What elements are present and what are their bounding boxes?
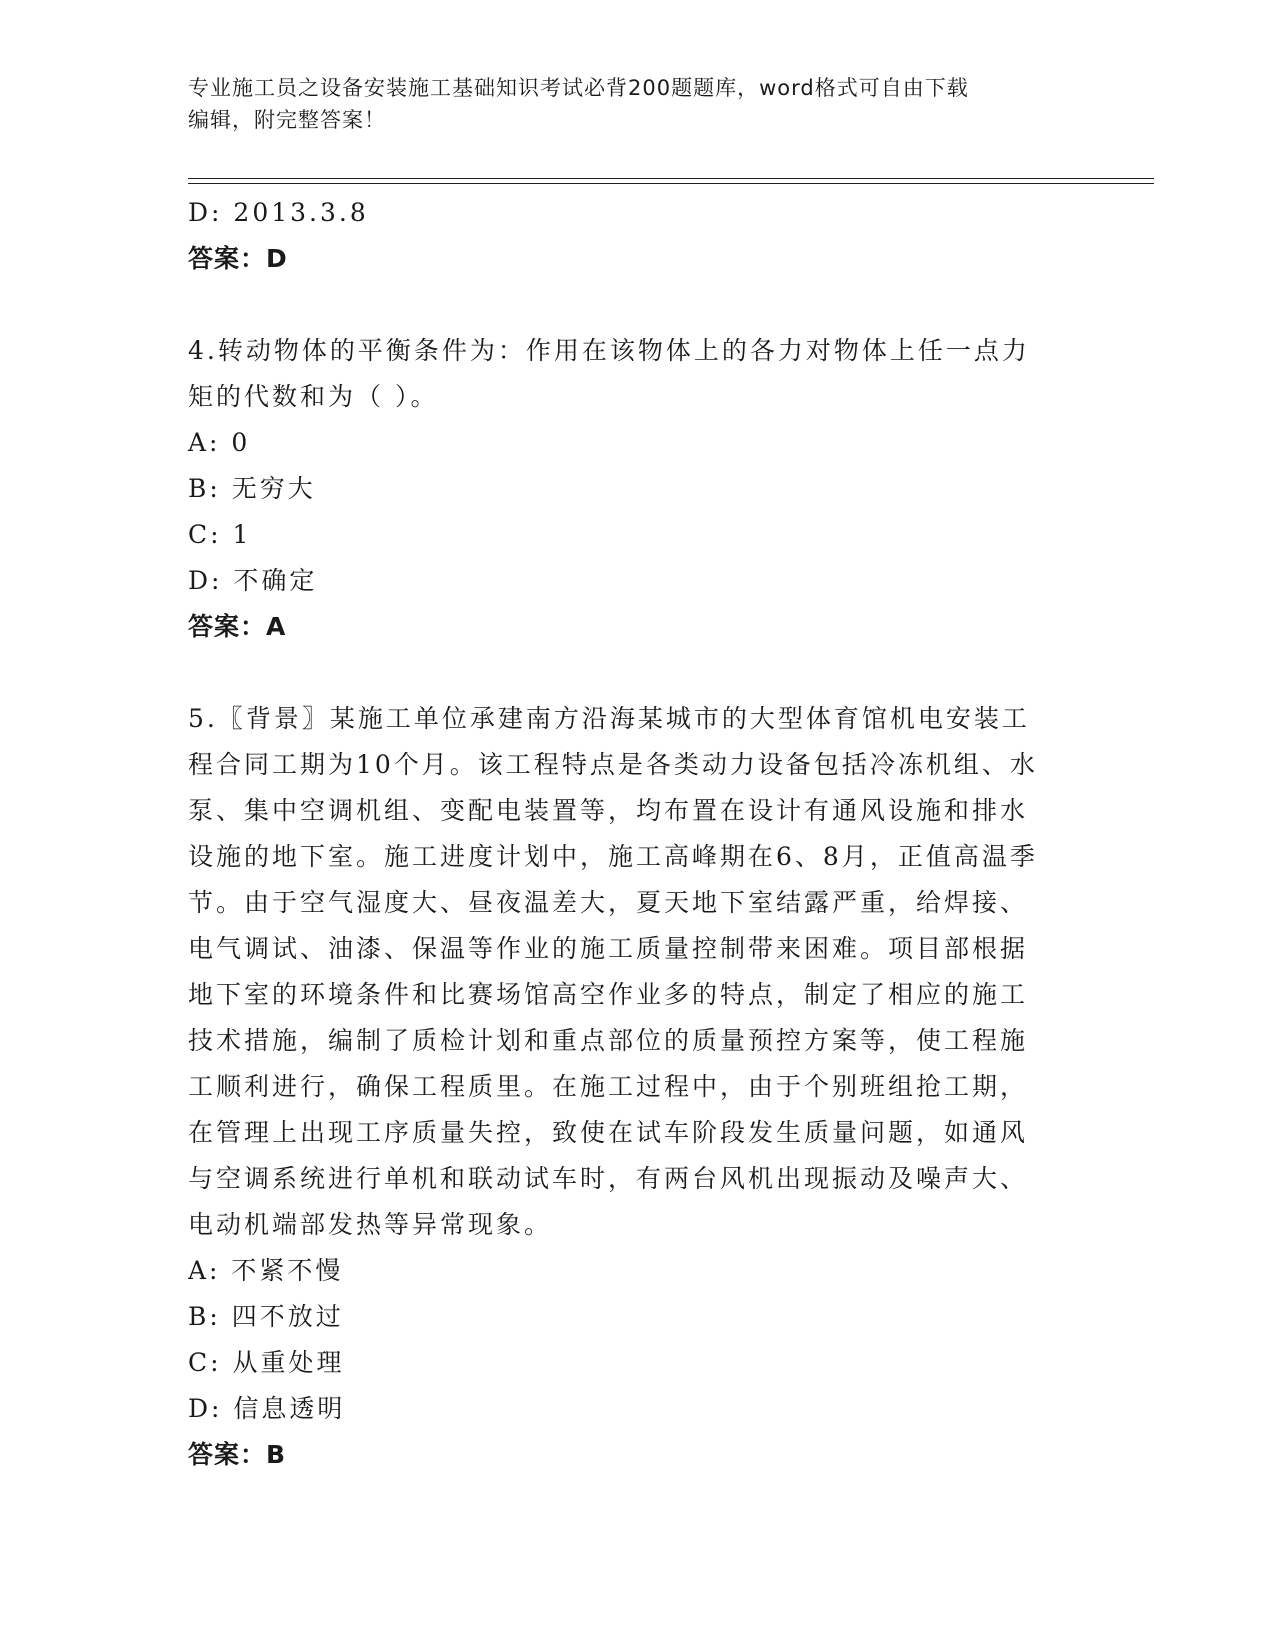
q5-stem-line: 泵、集中空调机组、变配电装置等，均布置在设计有通风设施和排水 xyxy=(188,796,1029,825)
q5-stem-line: 电气调试、油漆、保温等作业的施工质量控制带来困难。项目部根据 xyxy=(188,934,1029,963)
question-4 xyxy=(188,328,1088,650)
question-5 xyxy=(188,696,1088,1478)
q5-stem-line: 工顺利进行，确保工程质里。在施工过程中，由于个别班组抢工期， xyxy=(188,1072,1029,1101)
q5-stem-line: 设施的地下室。施工进度计划中，施工高峰期在6、8月，正值高温季 xyxy=(188,842,1038,871)
q3-answer: 答案：D xyxy=(188,244,288,273)
spacer xyxy=(188,282,1088,328)
q5-answer: 答案：B xyxy=(188,1440,287,1469)
header-title-line-2: 编辑，附完整答案！ xyxy=(188,108,386,132)
document-header xyxy=(188,72,1088,136)
q5-stem-line: 地下室的环境条件和比赛场馆高空作业多的特点，制定了相应的施工 xyxy=(188,980,1029,1009)
q5-stem-line: 5.〖背景〗某施工单位承建南方沿海某城市的大型体育馆机电安装工 xyxy=(188,704,1030,733)
q4-answer: 答案：A xyxy=(188,612,287,641)
q5-option-a: A: 不紧不慢 xyxy=(188,1256,344,1285)
question-3 xyxy=(188,190,1088,282)
q4-option-a: A: 0 xyxy=(188,428,251,457)
q5-stem-line: 程合同工期为10个月。该工程特点是各类动力设备包括冷冻机组、水 xyxy=(188,750,1038,779)
q4-stem-line-2: 矩的代数和为（ ）。 xyxy=(188,382,439,411)
q4-option-c: C: 1 xyxy=(188,520,252,549)
header-title-line-1: 专业施工员之设备安装施工基础知识考试必背200题题库，word格式可自由下载 xyxy=(188,76,969,100)
q5-stem-line: 在管理上出现工序质量失控，致使在试车阶段发生质量问题，如通风 xyxy=(188,1118,1029,1147)
spacer xyxy=(188,650,1088,696)
q5-stem-line: 技术措施，编制了质检计划和重点部位的质量预控方案等，使工程施 xyxy=(188,1026,1029,1055)
q5-stem-line: 与空调系统进行单机和联动试车时，有两台风机出现振动及噪声大、 xyxy=(188,1164,1029,1193)
q5-stem-line: 电动机端部发热等异常现象。 xyxy=(188,1210,553,1239)
q5-option-d: D: 信息透明 xyxy=(188,1394,346,1423)
q4-option-b: B: 无穷大 xyxy=(188,474,316,503)
q5-stem-line: 节。由于空气湿度大、昼夜温差大，夏天地下室结露严重，给焊接、 xyxy=(188,888,1029,917)
header-divider-bottom xyxy=(188,183,1154,184)
q5-option-c: C: 从重处理 xyxy=(188,1348,345,1377)
document-body xyxy=(188,190,1088,1478)
header-divider-top xyxy=(188,178,1154,179)
q5-option-b: B: 四不放过 xyxy=(188,1302,344,1331)
q3-option-d: D: 2013.3.8 xyxy=(188,198,369,227)
q4-option-d: D: 不确定 xyxy=(188,566,318,595)
q4-stem-line-1: 4.转动物体的平衡条件为：作用在该物体上的各力对物体上任一点力 xyxy=(188,336,1030,365)
